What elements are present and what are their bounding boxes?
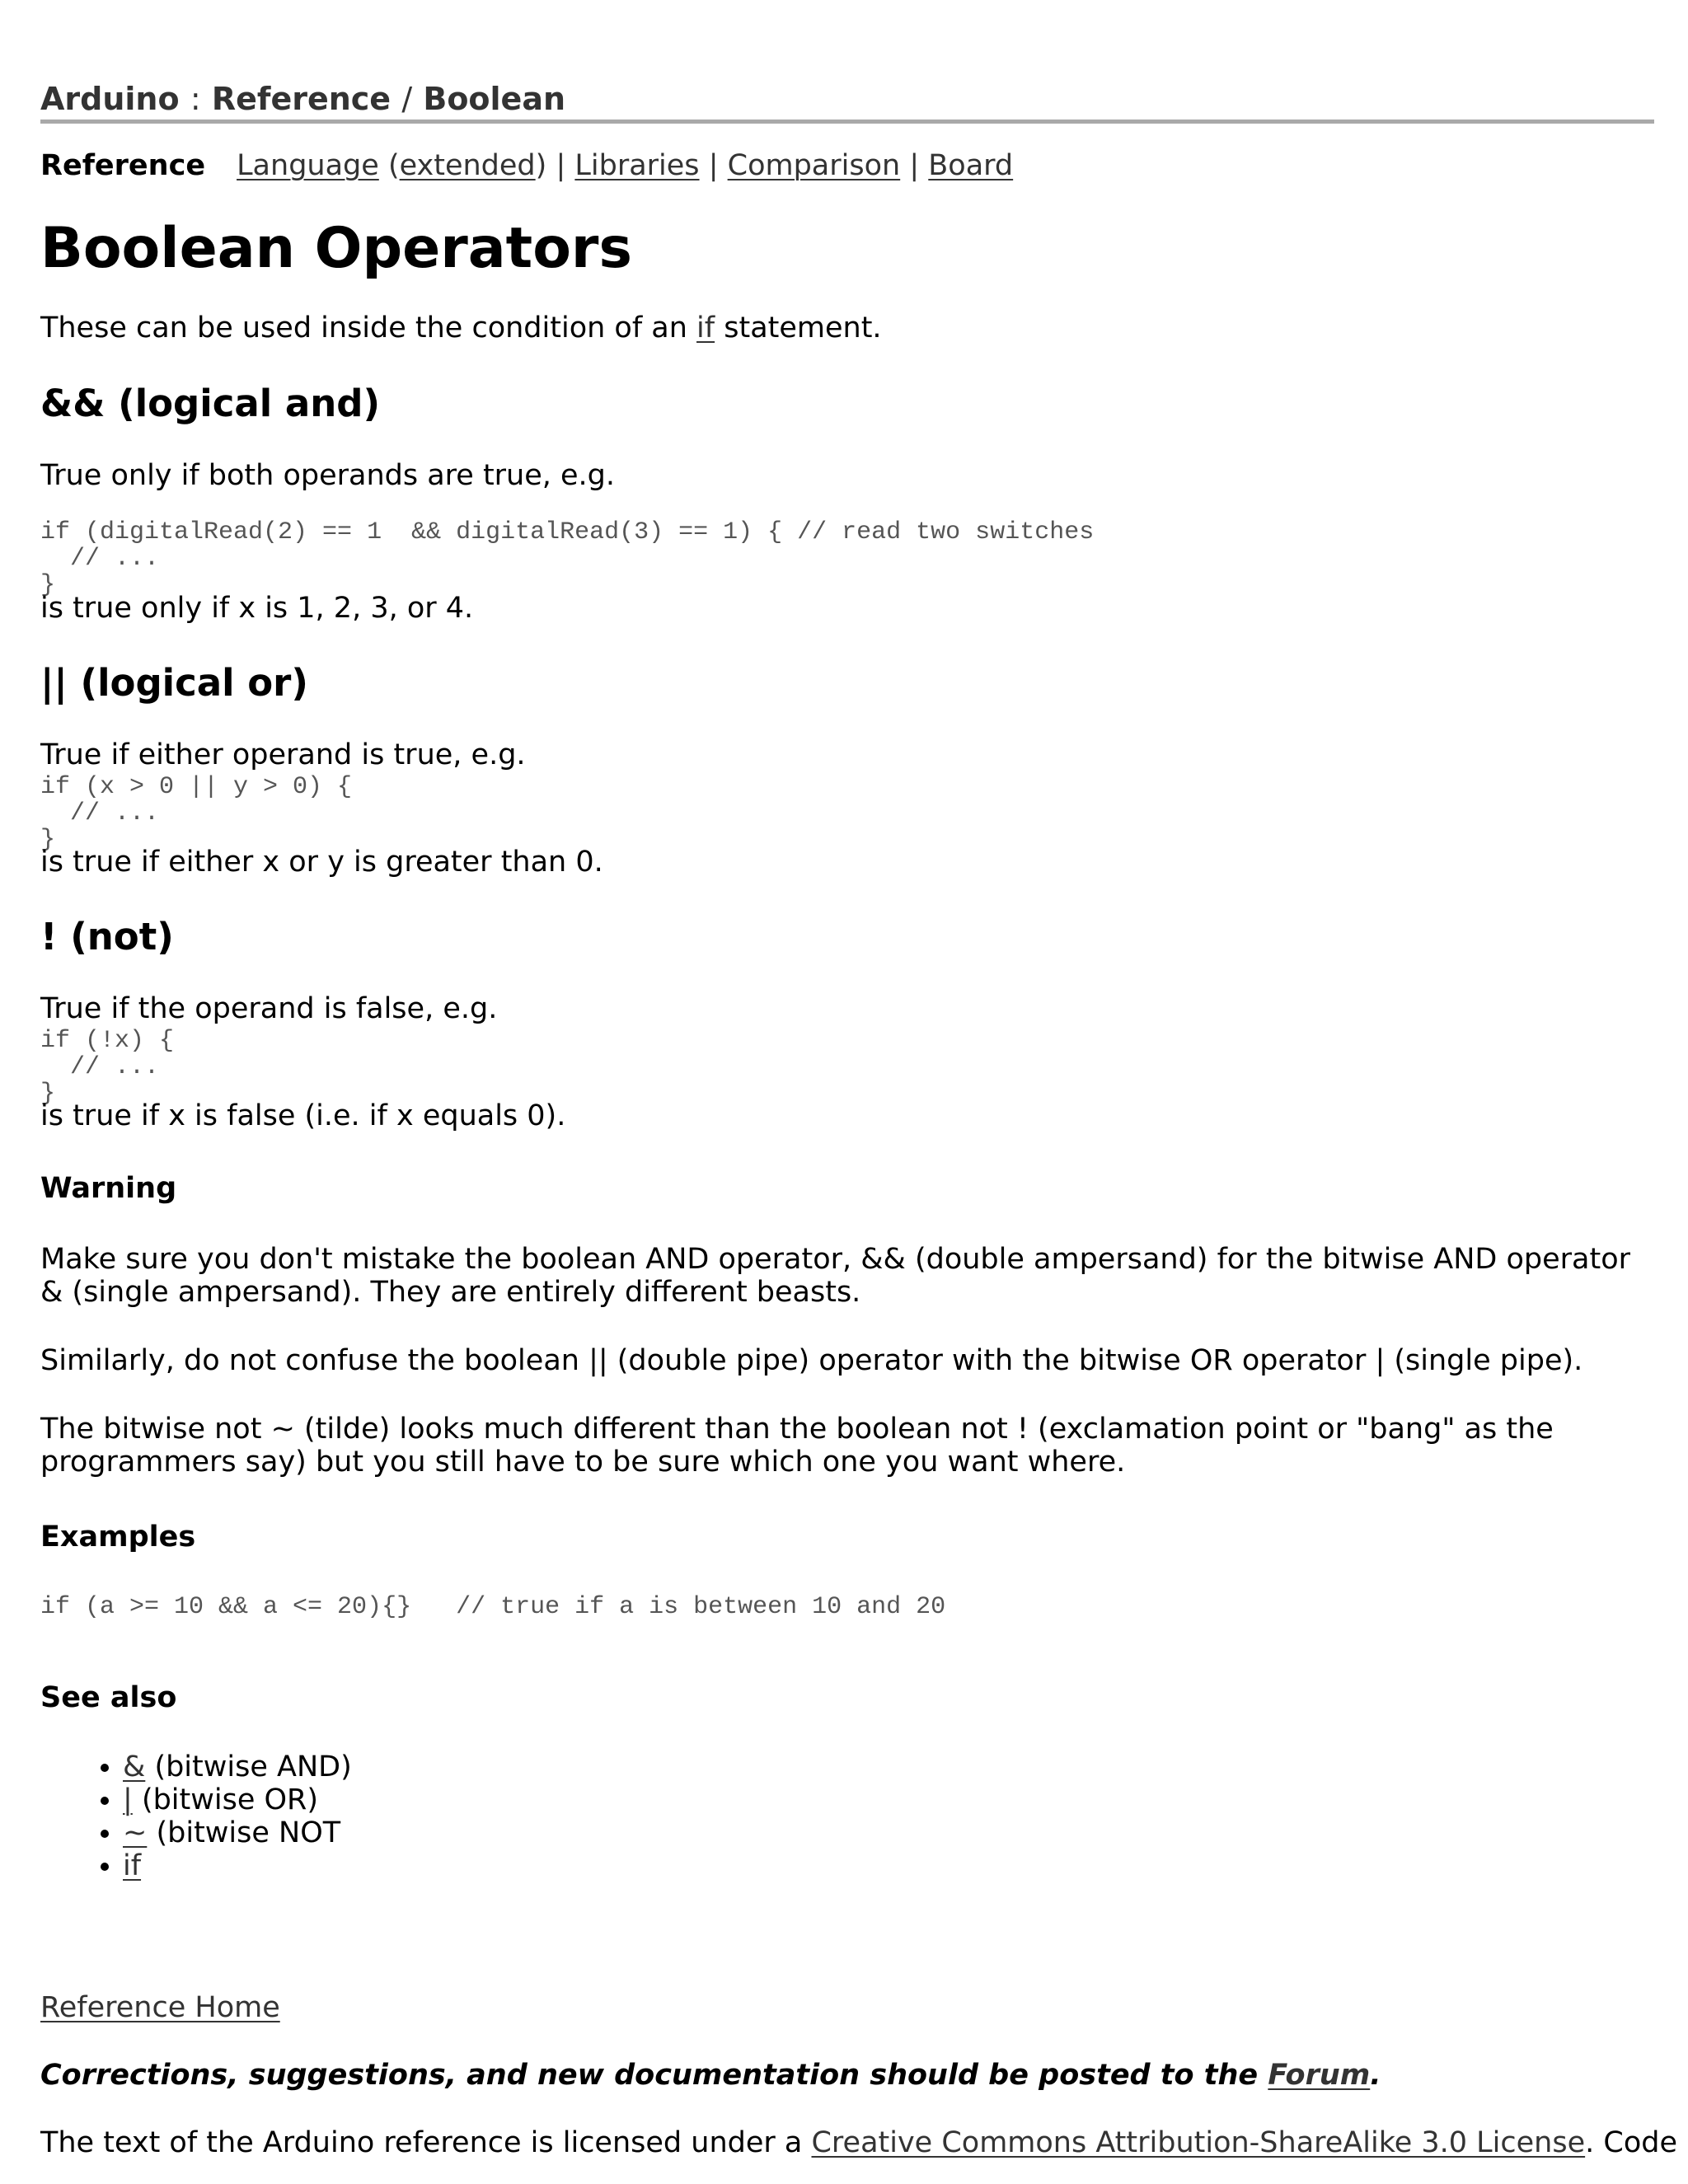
- list-item: [123, 1783, 352, 1816]
- intro-before: These can be used inside the condition of an: [40, 312, 687, 344]
- see-also-heading: See also: [40, 1681, 177, 1714]
- page-title: Boolean Operators: [40, 216, 632, 281]
- or-heading: || (logical or): [40, 661, 308, 705]
- not-explanation: is true if x is false (i.e. if x equals 0).: [40, 1099, 566, 1132]
- license-note: [40, 2126, 1677, 2159]
- and-code-block: if (digitalRead(2) == 1 && digitalRead(3) == 1) { // read two switches // ... }: [40, 518, 1095, 599]
- breadcrumb: [40, 81, 565, 117]
- breadcrumb-separator: /: [401, 81, 413, 117]
- warning-paragraph: The bitwise not ~ (tilde) looks much different than the boolean not ! (exclamation point or "bang" as the programmers say) but you still have to be sure which one you want where.: [40, 1413, 1554, 1479]
- nav-separator: |: [556, 149, 566, 182]
- header-divider: [40, 120, 1654, 124]
- list-item: [123, 1849, 352, 1882]
- nav-separator: |: [909, 149, 920, 182]
- nav-link-comparison[interactable]: Comparison: [727, 149, 901, 182]
- intro-after: statement.: [724, 312, 882, 344]
- nav-label: Reference: [40, 149, 206, 182]
- list-item: [123, 1816, 352, 1849]
- examples-code-block: if (a >= 10 && a <= 20){} // true if a is between 10 and 20: [40, 1593, 946, 1621]
- warning-paragraph: Similarly, do not confuse the boolean || (double pipe) operator with the bitwise OR operator | (single pipe).: [40, 1344, 1583, 1377]
- nav-link-extended[interactable]: extended: [399, 149, 536, 182]
- reference-home-row: [40, 1991, 280, 2024]
- warning-paragraph: Make sure you don't mistake the boolean AND operator, && (double ampersand) for the bitwise AND operator & (single ampersand). They are entirely different beasts.: [40, 1243, 1631, 1309]
- nav-link-board[interactable]: Board: [928, 149, 1014, 182]
- see-also-link-and[interactable]: &: [123, 1750, 146, 1783]
- license-link[interactable]: Creative Commons Attribution-ShareAlike 3.0 License: [811, 2126, 1586, 2159]
- corrections-period: .: [1370, 2059, 1381, 2092]
- nav-separator: |: [708, 149, 719, 182]
- see-also-list: [40, 1750, 352, 1882]
- not-code-block: if (!x) { // ... }: [40, 1027, 175, 1108]
- see-also-text: (bitwise NOT: [156, 1816, 341, 1849]
- or-explanation: is true if either x or y is greater than 0.: [40, 846, 603, 879]
- breadcrumb-section: Reference: [211, 81, 392, 117]
- or-code-block: if (x > 0 || y > 0) { // ... }: [40, 773, 353, 854]
- see-also-text: (bitwise AND): [154, 1750, 352, 1783]
- or-description: True if either operand is true, e.g.: [40, 738, 526, 771]
- nav-punctuation: (: [387, 149, 400, 182]
- see-also-link-or[interactable]: |: [123, 1783, 133, 1816]
- license-text: The text of the Arduino reference is licensed under a: [40, 2126, 803, 2159]
- breadcrumb-site: Arduino: [40, 81, 180, 117]
- warning-heading: Warning: [40, 1172, 177, 1205]
- reference-nav: [40, 149, 1013, 182]
- breadcrumb-page: Boolean: [423, 81, 566, 117]
- not-description: True if the operand is false, e.g.: [40, 992, 498, 1025]
- list-item: [123, 1750, 352, 1783]
- intro-text: [40, 312, 882, 344]
- if-link[interactable]: if: [696, 312, 715, 344]
- breadcrumb-separator: :: [190, 81, 201, 117]
- see-also-link-if[interactable]: if: [123, 1849, 142, 1882]
- not-heading: ! (not): [40, 915, 174, 958]
- nav-punctuation: ): [535, 149, 547, 182]
- nav-link-language[interactable]: Language: [237, 149, 379, 182]
- license-text-end: . Code: [1585, 2126, 1677, 2159]
- see-also-text: (bitwise OR): [141, 1783, 319, 1816]
- nav-link-libraries[interactable]: Libraries: [574, 149, 700, 182]
- forum-link[interactable]: Forum: [1268, 2059, 1371, 2092]
- examples-heading: Examples: [40, 1521, 196, 1554]
- and-description: True only if both operands are true, e.g.: [40, 459, 616, 492]
- reference-home-link[interactable]: Reference Home: [40, 1991, 280, 2024]
- and-explanation: is true only if x is 1, 2, 3, or 4.: [40, 592, 474, 625]
- corrections-text: Corrections, suggestions, and new documentation should be posted to the: [40, 2059, 1259, 2092]
- and-heading: && (logical and): [40, 382, 381, 425]
- corrections-note: [40, 2059, 1381, 2092]
- see-also-link-not[interactable]: ~: [123, 1816, 148, 1849]
